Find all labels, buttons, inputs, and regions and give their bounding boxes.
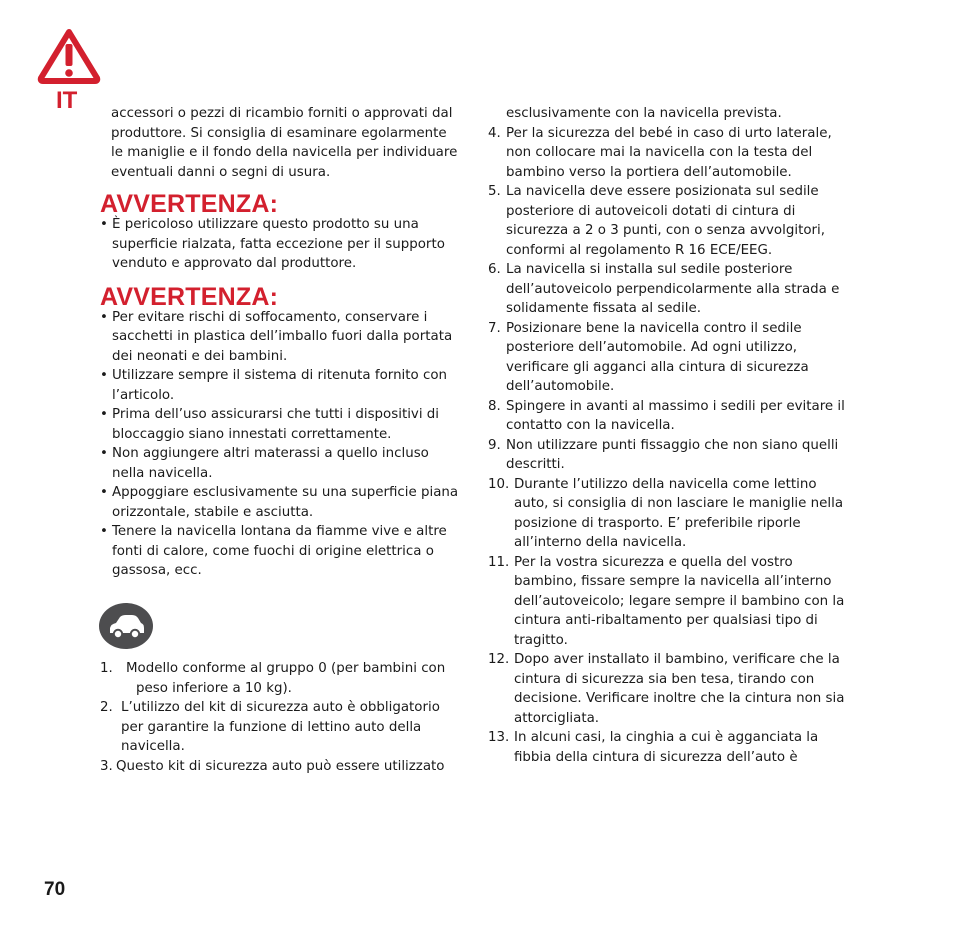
list-text: L’utilizzo del kit di sicurezza auto è obbligatorio per garantire la funzione di lettino auto della navicella. xyxy=(121,700,440,754)
bullet-item: • Appoggiare esclusivamente su una superficie piana orizzontale, stabile e asciutta. xyxy=(100,483,460,522)
list-item xyxy=(488,260,850,319)
list-number: 12. xyxy=(488,652,510,667)
list-number: 2. xyxy=(100,700,113,715)
car-badge-icon xyxy=(98,602,154,650)
list-number: 8. xyxy=(488,398,501,414)
list-number: 1. xyxy=(100,661,113,676)
list-text: Posizionare bene la navicella contro il sedile posteriore dell’automobile. Ad ogni utilizzo, verificare gli agganci alla cintura di sicurezza dell’automobile. xyxy=(506,320,809,394)
warning-heading-2: AVVERTENZA: xyxy=(100,282,279,311)
left-column xyxy=(100,104,460,581)
list-text: Per la sicurezza del bebé in caso di urto laterale, non collocare mai la navicella con la testa del bambino verso la portiera dell’automobile. xyxy=(506,125,832,180)
page-number: 70 xyxy=(44,879,66,900)
bullet-item: • Tenere la navicella lontana da fiamme vive e altre fonti di calore, come fuochi di origine elettrica o gassosa, ecc. xyxy=(100,522,460,581)
warning-triangle-icon xyxy=(37,28,101,84)
continued-text: esclusivamente con la navicella prevista. xyxy=(506,106,782,121)
list-text: Durante l’utilizzo della navicella come lettino auto, si consiglia di non lasciare le maniglie nella posizione di trasporto. E’ preferibile riporle all’interno della navicella. xyxy=(514,476,844,550)
list-item xyxy=(488,182,850,260)
bullet-item: • Utilizzare sempre il sistema di ritenuta fornito con l’articolo. xyxy=(100,366,460,405)
list-number: 5. xyxy=(488,184,501,199)
list-item xyxy=(100,698,462,757)
list-text: La navicella si installa sul sedile posteriore dell’autoveicolo perpendicolarmente alla strada e solidamente fissata al sedile. xyxy=(506,262,840,316)
list-text: In alcuni casi, la cinghia a cui è agganciata la fibbia della cintura di sicurezza dell’auto è xyxy=(514,730,819,765)
list-number: 6. xyxy=(488,262,501,277)
list-number: 7. xyxy=(488,320,501,336)
list-item xyxy=(100,659,462,698)
list-item xyxy=(488,475,850,553)
bullet-item: • Per evitare rischi di soffocamento, conservare i sacchetti in plastica dell’imballo fuori dalla portata dei neonati e dei bambini. xyxy=(100,308,460,367)
list-number: 4. xyxy=(488,125,501,141)
language-code: IT xyxy=(56,87,78,114)
list-item xyxy=(488,553,850,651)
list-text: La navicella deve essere posizionata sul sedile posteriore di autoveicoli dotati di cintura di sicurezza a 2 o 3 punti, con o senza avvolgitori, conformi al regolamento R 16 ECE/EEG. xyxy=(506,184,825,258)
bullet-item: • Non aggiungere altri materassi a quello incluso nella navicella. xyxy=(100,444,460,483)
list-item xyxy=(488,397,850,436)
warning-heading-1: AVVERTENZA: xyxy=(100,190,279,218)
list-number: 9. xyxy=(488,437,501,453)
list-text: Spingere in avanti al massimo i sedili per evitare il contatto con la navicella. xyxy=(506,398,845,433)
warning-list-2 xyxy=(100,308,460,581)
list-item xyxy=(488,650,850,728)
list-number: 13. xyxy=(488,730,510,745)
list-number: 3. xyxy=(100,758,113,774)
left-numbered-list xyxy=(100,659,462,776)
list-item xyxy=(488,319,850,397)
list-item xyxy=(100,757,462,777)
list-text: Questo kit di sicurezza auto può essere utilizzato xyxy=(116,758,445,774)
list-item xyxy=(488,124,850,183)
list-item xyxy=(488,436,850,475)
list-text: Non utilizzare punti fissaggio che non siano quelli descritti. xyxy=(506,437,839,472)
right-column xyxy=(488,104,850,767)
list-text: Per la vostra sicurezza e quella del vostro bambino, fissare sempre la navicella all’interno dell’autoveicolo; legare sempre il bambino con la cintura anti-ribaltamento per qualsiasi tipo di tragitto. xyxy=(514,554,845,648)
list-text: Dopo aver installato il bambino, verificare che la cintura di sicurezza sia ben tesa, tirando con decisione. Verificare inoltre che la cintura non sia attorcigliata. xyxy=(514,652,845,726)
list-number: 11. xyxy=(488,554,510,570)
list-item xyxy=(488,728,850,767)
bullet-item: • Prima dell’uso assicurarsi che tutti i dispositivi di bloccaggio siano innestati correttamente. xyxy=(100,405,460,444)
warning-list-1 xyxy=(100,215,460,274)
list-text: Modello conforme al gruppo 0 (per bambini con peso inferiore a 10 kg). xyxy=(126,661,446,696)
list-number: 10. xyxy=(488,476,510,492)
bullet-item: • È pericoloso utilizzare questo prodotto su una superficie rialzata, fatta eccezione per il supporto venduto e approvato dal produttore. xyxy=(100,215,460,274)
intro-text: accessori o pezzi di ricambio forniti o approvati dal produttore. Si consiglia di esaminare egolarmente le maniglie e il fondo della navicella per individuare eventuali danni o segni di usura. xyxy=(111,106,458,180)
